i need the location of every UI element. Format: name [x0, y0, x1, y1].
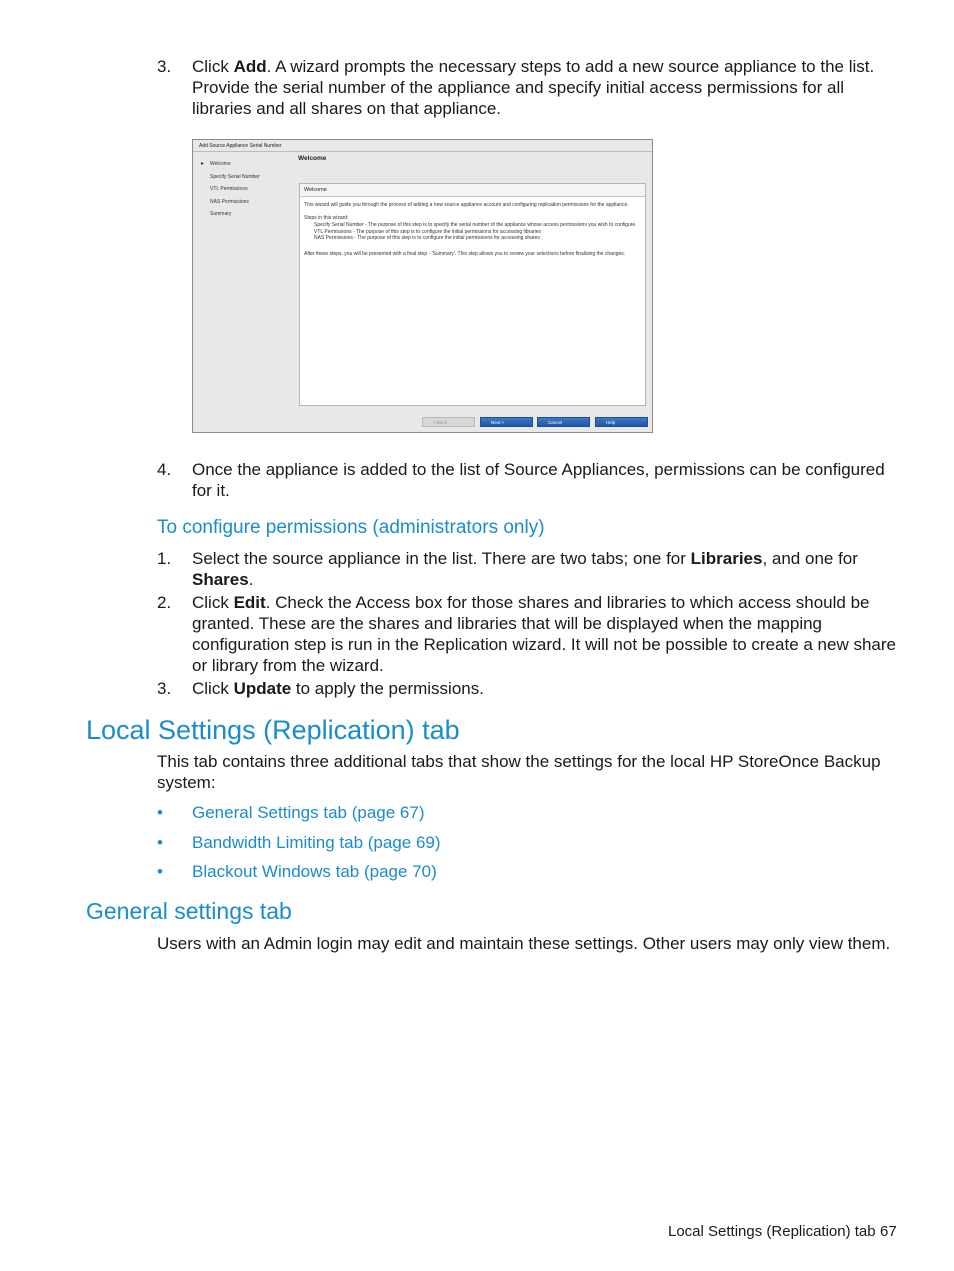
step-number: 3. — [157, 57, 172, 76]
step-number: 4. — [157, 460, 172, 479]
bullet-icon: • — [157, 803, 163, 822]
step-text: Once the appliance is added to the list of Source Appliances, permissions can be configured for it. — [192, 460, 885, 500]
step-text-bold: Edit — [233, 593, 266, 612]
step-text-pre: Select the source appliance in the list. There are two tabs; one for — [192, 549, 691, 568]
wizard-heading: Welcome — [298, 155, 327, 162]
wizard-panel — [299, 183, 646, 406]
step-text-bold: Libraries — [690, 549, 763, 568]
wizard-body — [300, 197, 645, 268]
section-title: Local Settings (Replication) tab — [86, 715, 460, 745]
configure-heading: To configure permissions (administrators only) — [157, 517, 545, 538]
cancel-button[interactable]: Cancel — [537, 417, 590, 427]
current-step-arrow-icon: ▸ — [201, 161, 205, 167]
link-blackout-windows[interactable]: Blackout Windows tab (page 70) — [192, 862, 437, 881]
wizard-outro: After these steps, you will be presented with a final step - 'Summary'. This step allows you to review your selections before finalising the changes. — [304, 250, 626, 257]
footer-section: Local Settings (Replication) tab — [668, 1223, 876, 1240]
step-number: 1. — [157, 549, 172, 568]
bullet-icon: • — [157, 862, 163, 881]
step-text-post: . — [248, 570, 254, 589]
step-text-pre: Click — [192, 593, 234, 612]
step-text-post: . A wizard prompts the necessary steps to add a new source appliance to the list. Provide the serial number of the appliance and specify initial access permissions for all libraries and all shares on that appliance. — [192, 57, 875, 118]
step-number: 2. — [157, 593, 172, 612]
wizard-nav-item[interactable]: NAS Permissions — [210, 198, 249, 205]
step-text-post: to apply the permissions. — [291, 679, 484, 698]
wizard-nav-label: Welcome — [210, 161, 231, 167]
wizard-intro: This wizard will guide you through the process of adding a new source appliance account and configuring replication permissions for the appliance. — [304, 202, 629, 208]
step-text-pre: Click — [192, 679, 234, 698]
step-text-bold: Update — [233, 679, 292, 698]
bullet-icon: • — [157, 833, 163, 852]
wizard-step-line: NAS Permissions - The purpose of this step is to configure the initial permissions for accessing shares — [314, 235, 540, 241]
step-text — [192, 678, 904, 699]
wizard-step-line: Specify Serial Number - The purpose of this step is to specify the serial number of the appliance whose access permissions you wish to configure. — [314, 222, 637, 228]
wizard-screenshot — [192, 139, 653, 433]
wizard-title: Add Source Appliance Serial Number — [193, 140, 652, 152]
wizard-nav-item[interactable] — [201, 158, 260, 171]
link-bandwidth-limiting[interactable]: Bandwidth Limiting tab (page 69) — [192, 833, 441, 852]
wizard-nav-item[interactable]: Summary — [210, 211, 232, 217]
page-number: 67 — [880, 1223, 897, 1240]
section-intro: This tab contains three additional tabs that show the settings for the local HP StoreOnce Backup system: — [157, 752, 881, 792]
help-button[interactable]: Help — [595, 417, 648, 427]
link-general-settings[interactable]: General Settings tab (page 67) — [192, 803, 425, 822]
step-text-bold: Shares — [192, 570, 249, 589]
step-number: 3. — [157, 679, 172, 698]
step-text-bold: Add — [233, 57, 267, 76]
subsection-title: General settings tab — [86, 898, 292, 924]
step-text-post: . Check the Access box for those shares and libraries to which access should be granted. These are the shares and libraries that will be displayed when the mapping configuration step is run in the Replication wizard. It will not be possible to create a new share or library from the wizard. — [192, 593, 896, 675]
back-button[interactable]: < Back — [422, 417, 475, 427]
step-text-pre: Click — [192, 57, 234, 76]
step-text-mid: , and one for — [762, 549, 858, 568]
wizard-nav-item[interactable]: VTL Permissions — [210, 186, 248, 192]
wizard-panel-header: Welcome — [300, 184, 645, 197]
wizard-nav-item[interactable]: Specify Serial Number — [210, 173, 260, 180]
step-text — [192, 592, 904, 676]
wizard-nav — [201, 158, 260, 221]
next-button[interactable]: Next > — [480, 417, 533, 427]
step-text — [192, 548, 904, 590]
step-text — [192, 56, 904, 119]
wizard-step-line: VTL Permissions - The purpose of this step is to configure the initial permissions for accessing libraries — [314, 228, 542, 235]
subsection-text: Users with an Admin login may edit and maintain these settings. Other users may only view them. — [157, 934, 891, 953]
wizard-steps-label: Steps in this wizard: — [304, 214, 349, 221]
